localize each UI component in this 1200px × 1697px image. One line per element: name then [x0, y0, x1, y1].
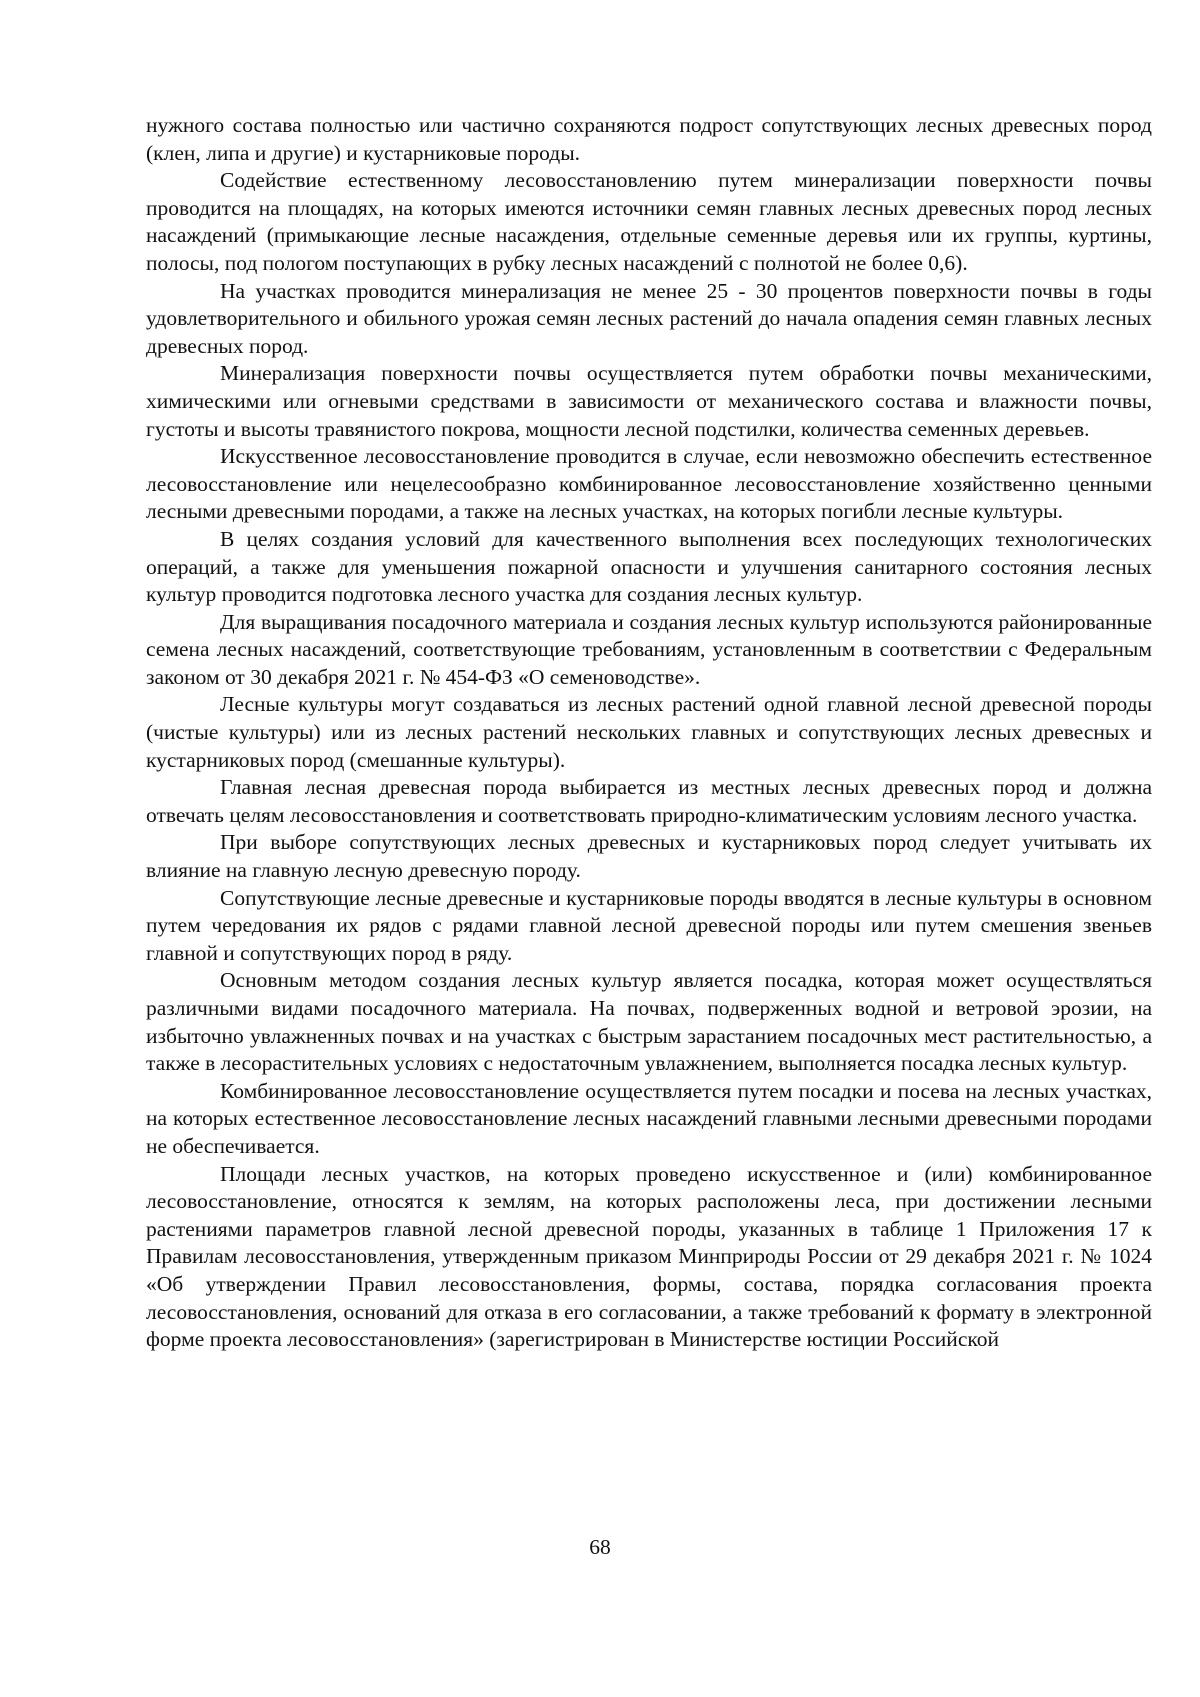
paragraph: При выборе сопутствующих лесных древесных и кустарниковых пород следует учитывать их влияние на главную лесную древесную породу. [146, 830, 1152, 883]
paragraph: нужного состава полностью или частично сохраняются подрост сопутствующих лесных древесных пород (клен, липа и другие) и кустарниковые породы. [146, 113, 1152, 165]
paragraph: Искусственное лесовосстановление проводится в случае, если невозможно обеспечить естественное лесовосстановление или нецелесообразно комбинированное лесовосстановление хозяйственно ценными лесными древесными породами, а также на лесных участках, на которых погибли лесные культуры. [146, 444, 1152, 524]
paragraph: Площади лесных участков, на которых проведено искусственное и (или) комбинированное лесовосстановление, относятся к землям, на которых расположены леса, при достижении лесными растениями параметров главной лесной древесной породы, указанных в таблице 1 Приложения 17 к Правилам лесовосстановления, утвержденным приказом Минприроды России от 29 декабря 2021 г. № 1024 «Об утверждении Правил лесовосстановления, формы, состава, порядка согласования проекта лесовосстановления, оснований для отказа в его согласовании, а также требований к формату в электронной форме проекта лесовосстановления» (зарегистрирован в Министерстве юстиции Российской [146, 1161, 1152, 1352]
paragraph: Комбинированное лесовосстановление осуществляется путем посадки и посева на лесных участках, на которых естественное лесовосстановление лесных насаждений главными лесными древесными породами не обеспечивается. [146, 1078, 1152, 1158]
document-body [146, 112, 1152, 1354]
paragraph: Минерализация поверхности почвы осуществляется путем обработки почвы механическими, химическими или огневыми средствами в зависимости от механического состава и влажности почвы, густоты и высоты травянистого покрова, мощности лесной подстилки, количества семенных деревьев. [146, 361, 1152, 441]
paragraph: Для выращивания посадочного материала и создания лесных культур используются районированные семена лесных насаждений, соответствующие требованиям, установленным в соответствии с Федеральным законом от 30 декабря 2021 г. № 454-ФЗ «О семеноводстве». [146, 609, 1152, 689]
page-number: 68 [589, 1535, 611, 1559]
paragraph: На участках проводится минерализация не менее 25 - 30 процентов поверхности почвы в годы удовлетворительного и обильного урожая семян лесных растений до начала опадения семян главных лесных древесных пород. [146, 278, 1152, 358]
paragraph: Сопутствующие лесные древесные и кустарниковые породы вводятся в лесные культуры в основном путем чередования их рядов с рядами главной лесной древесной породы или путем смешения звеньев главной и сопутствующих пород в ряду. [146, 885, 1152, 965]
paragraph: Основным методом создания лесных культур является посадка, которая может осуществляться различными видами посадочного материала. На почвах, подверженных водной и ветровой эрозии, на избыточно увлажненных почвах и на участках с быстрым зарастанием посадочных мест растительностью, а также в лесорастительных условиях с недостаточным увлажнением, выполняется посадка лесных культур. [146, 968, 1152, 1076]
paragraph: Содействие естественному лесовосстановлению путем минерализации поверхности почвы проводится на площадях, на которых имеются источники семян главных лесных древесных пород лесных насаждений (примыкающие лесные насаждения, отдельные семенные деревья или их группы, куртины, полосы, под пологом поступающих в рубку лесных насаждений с полнотой не более 0,6). [146, 168, 1152, 275]
paragraph: В целях создания условий для качественного выполнения всех последующих технологических операций, а также для уменьшения пожарной опасности и улучшения санитарного состояния лесных культур проводится подготовка лесного участка для создания лесных культур. [146, 526, 1152, 607]
paragraph: Главная лесная древесная порода выбирается из местных лесных древесных пород и должна отвечать целям лесовосстановления и соответствовать природно-климатическим условиям лесного участка. [146, 775, 1152, 827]
paragraph: Лесные культуры могут создаваться из лесных растений одной главной лесной древесной породы (чистые культуры) или из лесных растений нескольких главных и сопутствующих лесных древесных и кустарниковых пород (смешанные культуры). [146, 692, 1152, 772]
